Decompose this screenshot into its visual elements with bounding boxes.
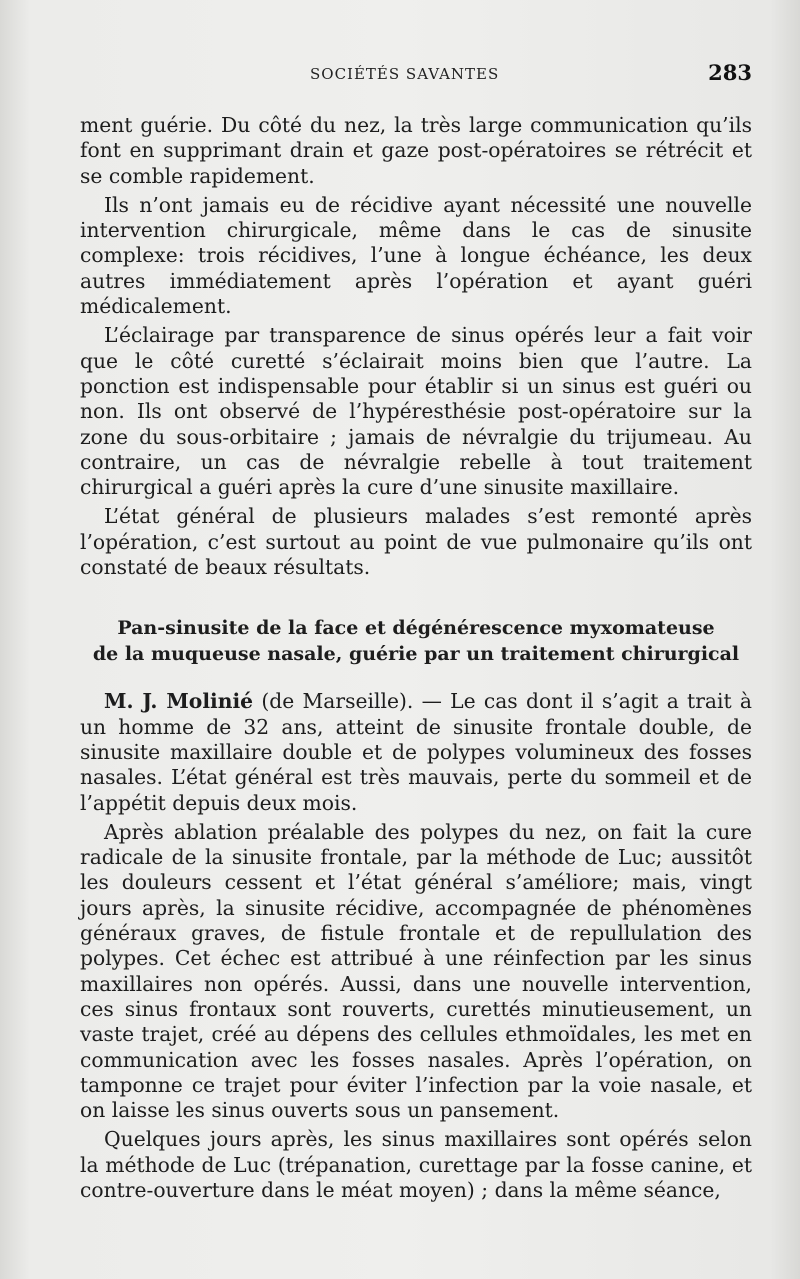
paragraph-ablation: Après ablation préalable des polypes du nez, on fait la cure radicale de la sinusite frontale, par la méthode de Luc; aussitôt les douleurs cessent et l’état général s’améliore; mais, vingt jours après, la sinusite récidive, accompagnée de phénomènes généraux graves, de fistule frontale et de repullulation des polypes. Cet échec est attribué à une réinfection par les sinus maxillaires non opérés. Aussi, dans une nouvelle intervention, ces sinus frontaux sont rouverts, curettés minutieusement, un vaste trajet, créé au dépens des cellules ethmoïdales, les met en communication avec les fosses nasales. Après l’opération, on tamponne ce trajet pour éviter l’infection par la voie nasale, et on laisse les sinus ouverts sous un pansement. bbox=[80, 819, 752, 1123]
page-number: 283 bbox=[708, 60, 752, 85]
section-heading bbox=[80, 615, 752, 667]
section-heading-line-2: de la muqueuse nasale, guérie par un traitement chirurgical bbox=[92, 643, 740, 666]
paragraph-recidive: Ils n’ont jamais eu de récidive ayant nécessité une nouvelle intervention chirurgicale, même dans le cas de sinusite complexe: trois récidives, l’une à longue échéance, les deux autres immédiatement après l’opération et ayant guéri médicalement. bbox=[80, 192, 752, 319]
page-header bbox=[80, 60, 752, 90]
paragraph-eclairage: L’éclairage par transparence de sinus opérés leur a fait voir que le côté curetté s’éclairait moins bien que l’autre. La ponction est indispensable pour établir si un sinus est guéri ou non. Ils ont observé de l’hypéresthésie post-opératoire sur la zone du sous-orbitaire ; jamais de névralgie du trijumeau. Au contraire, un cas de névralgie rebelle à tout traitement chirurgical a guéri après la cure d’une sinusite maxillaire. bbox=[80, 323, 752, 500]
running-head: SOCIÉTÉS SAVANTES bbox=[310, 65, 500, 83]
paragraph-quelques-jours: Quelques jours après, les sinus maxillaires sont opérés selon la méthode de Luc (trépanation, curettage par la fosse canine, et contre-ouverture dans le méat moyen) ; dans la même séance, bbox=[80, 1127, 752, 1202]
body-text bbox=[80, 113, 752, 1203]
paragraph-continuation: ment guérie. Du côté du nez, la très large communication qu’ils font en supprimant drain et gaze post-opératoires se rétrécit et se comble rapidement. bbox=[80, 113, 752, 188]
author-name: M. J. Molinié bbox=[104, 689, 254, 714]
section-heading-line-1: Pan-sinusite de la face et dégénérescence myxomateuse bbox=[117, 617, 715, 640]
paragraph-case-intro bbox=[80, 689, 752, 815]
case-intro-text: (de Marseille). — Le cas dont il s’agit a trait à un homme de 32 ans, atteint de sinusite frontale double, de sinusite maxillaire double et de polypes volumineux des fosses nasales. L’état général est très mauvais, perte du sommeil et de l’appétit depuis deux mois. bbox=[80, 689, 752, 815]
paragraph-etat-general: L’état général de plusieurs malades s’est remonté après l’opération, c’est surtout au point de vue pulmonaire qu’ils ont constaté de beaux résultats. bbox=[80, 504, 752, 580]
